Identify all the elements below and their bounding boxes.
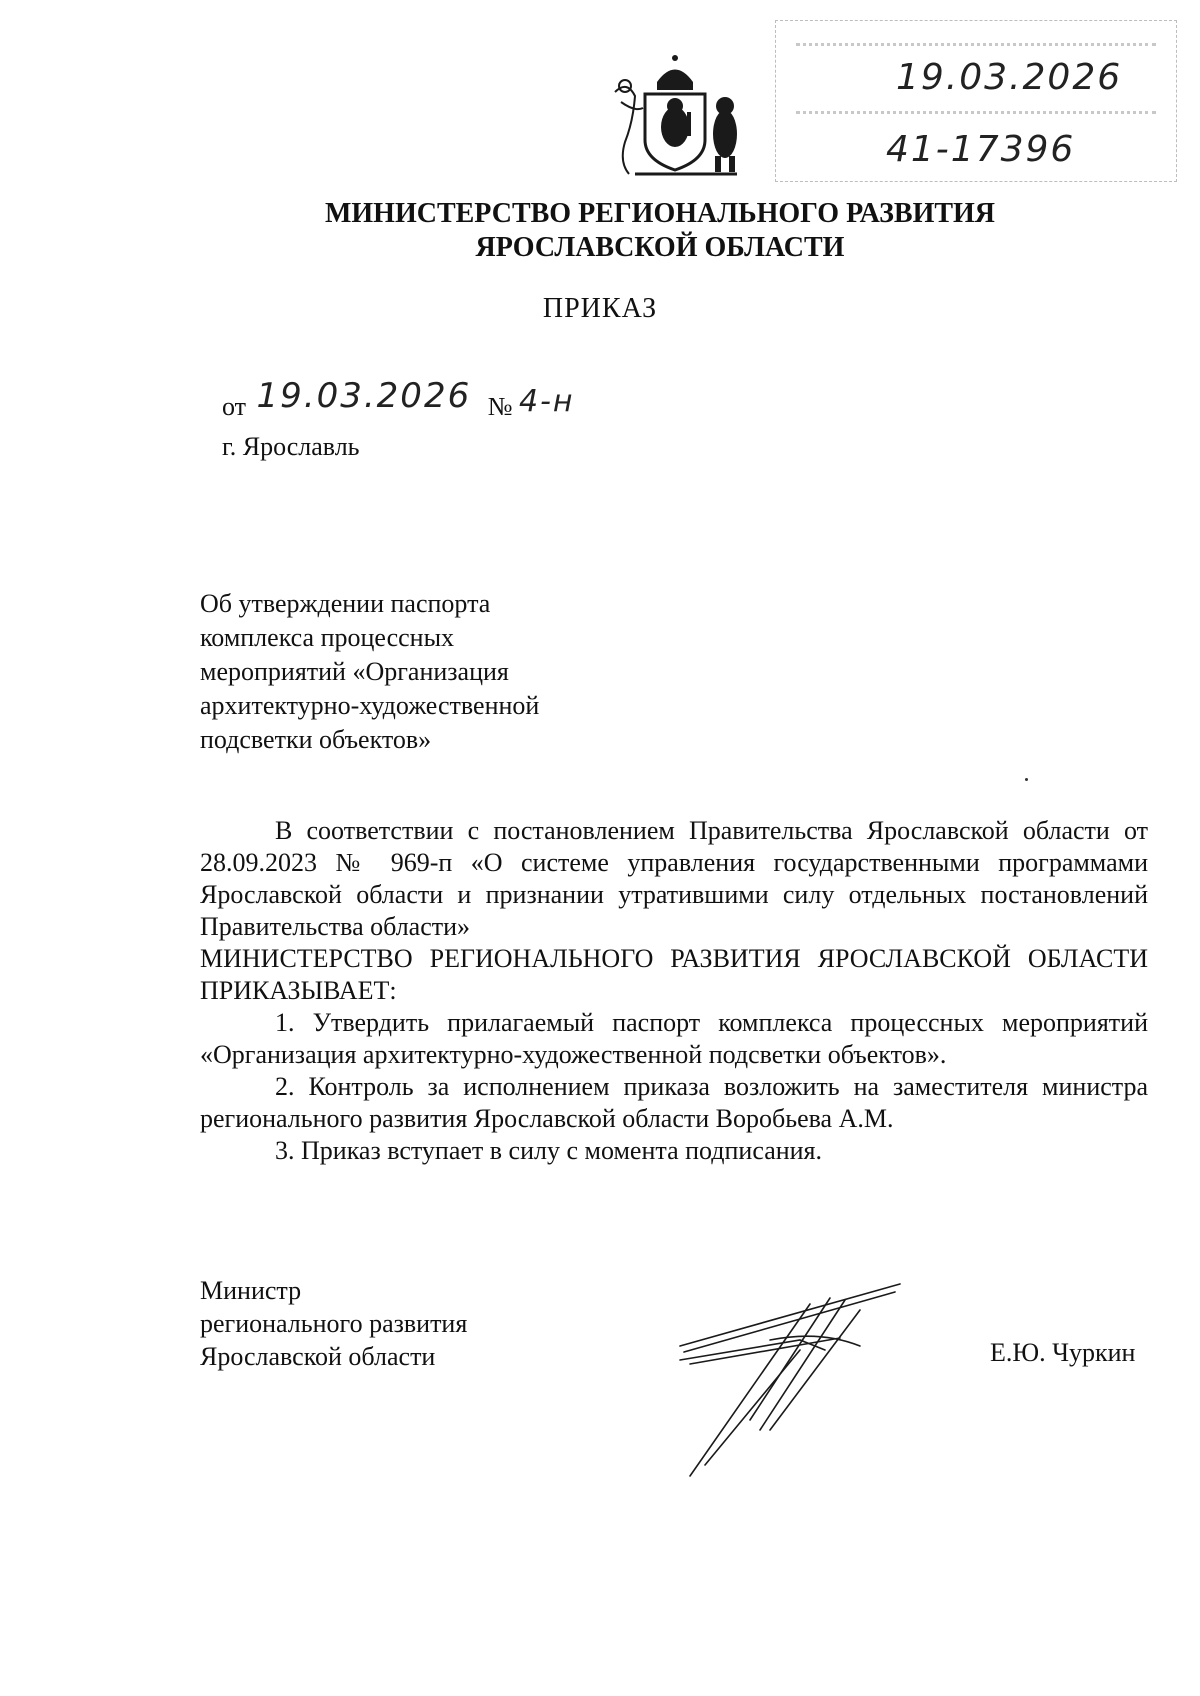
- order-details: [222, 376, 575, 424]
- ministry-header-line2: ЯРОСЛАВСКОЙ ОБЛАСТИ: [475, 232, 845, 263]
- ministry-header-line1: МИНИСТЕРСТВО РЕГИОНАЛЬНОГО РАЗВИТИЯ: [324, 198, 996, 229]
- ministry-header: [300, 197, 1020, 265]
- order-date-prefix: от: [222, 392, 247, 421]
- subject-line: архитектурно-художественной: [200, 691, 540, 720]
- signatory-position-line: Министр: [200, 1276, 302, 1305]
- subject-line: подсветки объектов»: [200, 725, 432, 754]
- order-date: 19.03.2026: [256, 376, 472, 416]
- order-item-3: 3. Приказ вступает в силу с момента подписания.: [275, 1136, 823, 1165]
- subject-line: комплекса процессных: [200, 623, 455, 652]
- scan-speck: [1025, 778, 1028, 781]
- document-type: ПРИКАЗ: [542, 293, 658, 324]
- signatory-name: Е.Ю. Чуркин: [990, 1338, 1136, 1367]
- order-item-1: 1. Утвердить прилагаемый паспорт комплекса процессных мероприятий «Организация архитектурно-художественной подсветки объектов».: [200, 1008, 1148, 1069]
- coat-of-arms-icon: [605, 52, 745, 182]
- subject-line: Об утверждении паспорта: [200, 589, 491, 618]
- order-city: г. Ярославль: [222, 432, 360, 461]
- preamble-paragraph: В соответствии с постановлением Правительства Ярославской области от 28.09.2023 № 969-п «О системе управления государственными программами Ярославской области и признании утратившими силу отдельных постановлений Правительства области»: [200, 816, 1148, 941]
- order-item-2: 2. Контроль за исполнением приказа возложить на заместителя министра регионального развития Ярославской области Воробьева А.М.: [200, 1072, 1148, 1133]
- order-body: [200, 815, 1148, 1167]
- signatory-position-line: регионального развития: [200, 1309, 468, 1338]
- stamp-number: 41-17396: [886, 129, 1076, 170]
- handwritten-signature: [650, 1280, 910, 1480]
- stamp-date: 19.03.2026: [896, 57, 1123, 98]
- signatory-position: [200, 1274, 467, 1373]
- registration-stamp: [775, 20, 1177, 182]
- signatory-position-line: Ярославской области: [200, 1342, 436, 1371]
- order-subject: [200, 587, 620, 757]
- decree-paragraph: МИНИСТЕРСТВО РЕГИОНАЛЬНОГО РАЗВИТИЯ ЯРОСЛАВСКОЙ ОБЛАСТИ ПРИКАЗЫВАЕТ:: [200, 944, 1148, 1005]
- subject-line: мероприятий «Организация: [200, 657, 509, 686]
- order-number: 4-н: [519, 384, 575, 419]
- order-number-prefix: №: [487, 392, 513, 421]
